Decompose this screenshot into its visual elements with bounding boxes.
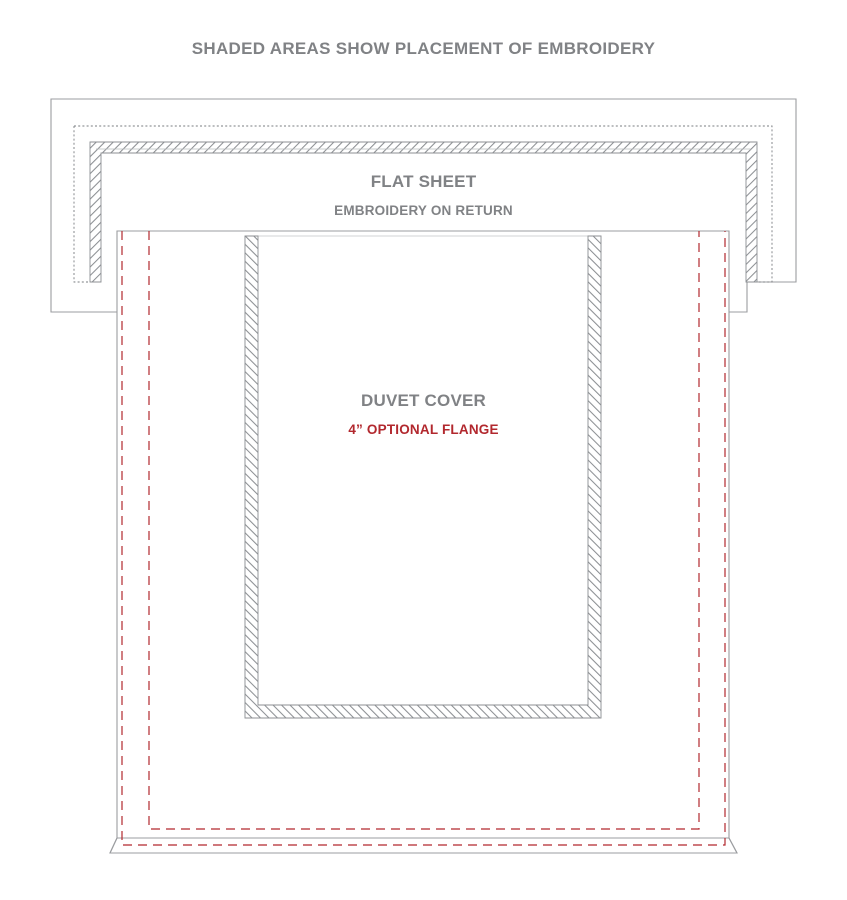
duvet-cover-label: DUVET COVER <box>361 391 486 410</box>
flat-sheet-label: FLAT SHEET <box>370 172 477 191</box>
page-title: SHADED AREAS SHOW PLACEMENT OF EMBROIDERY <box>191 39 656 58</box>
duvet-cover-sublabel: 4” OPTIONAL FLANGE <box>348 422 499 437</box>
flat-sheet-sublabel: EMBROIDERY ON RETURN <box>334 203 513 218</box>
duvet-cover-group <box>110 231 737 853</box>
duvet-cover-outline <box>110 231 737 853</box>
